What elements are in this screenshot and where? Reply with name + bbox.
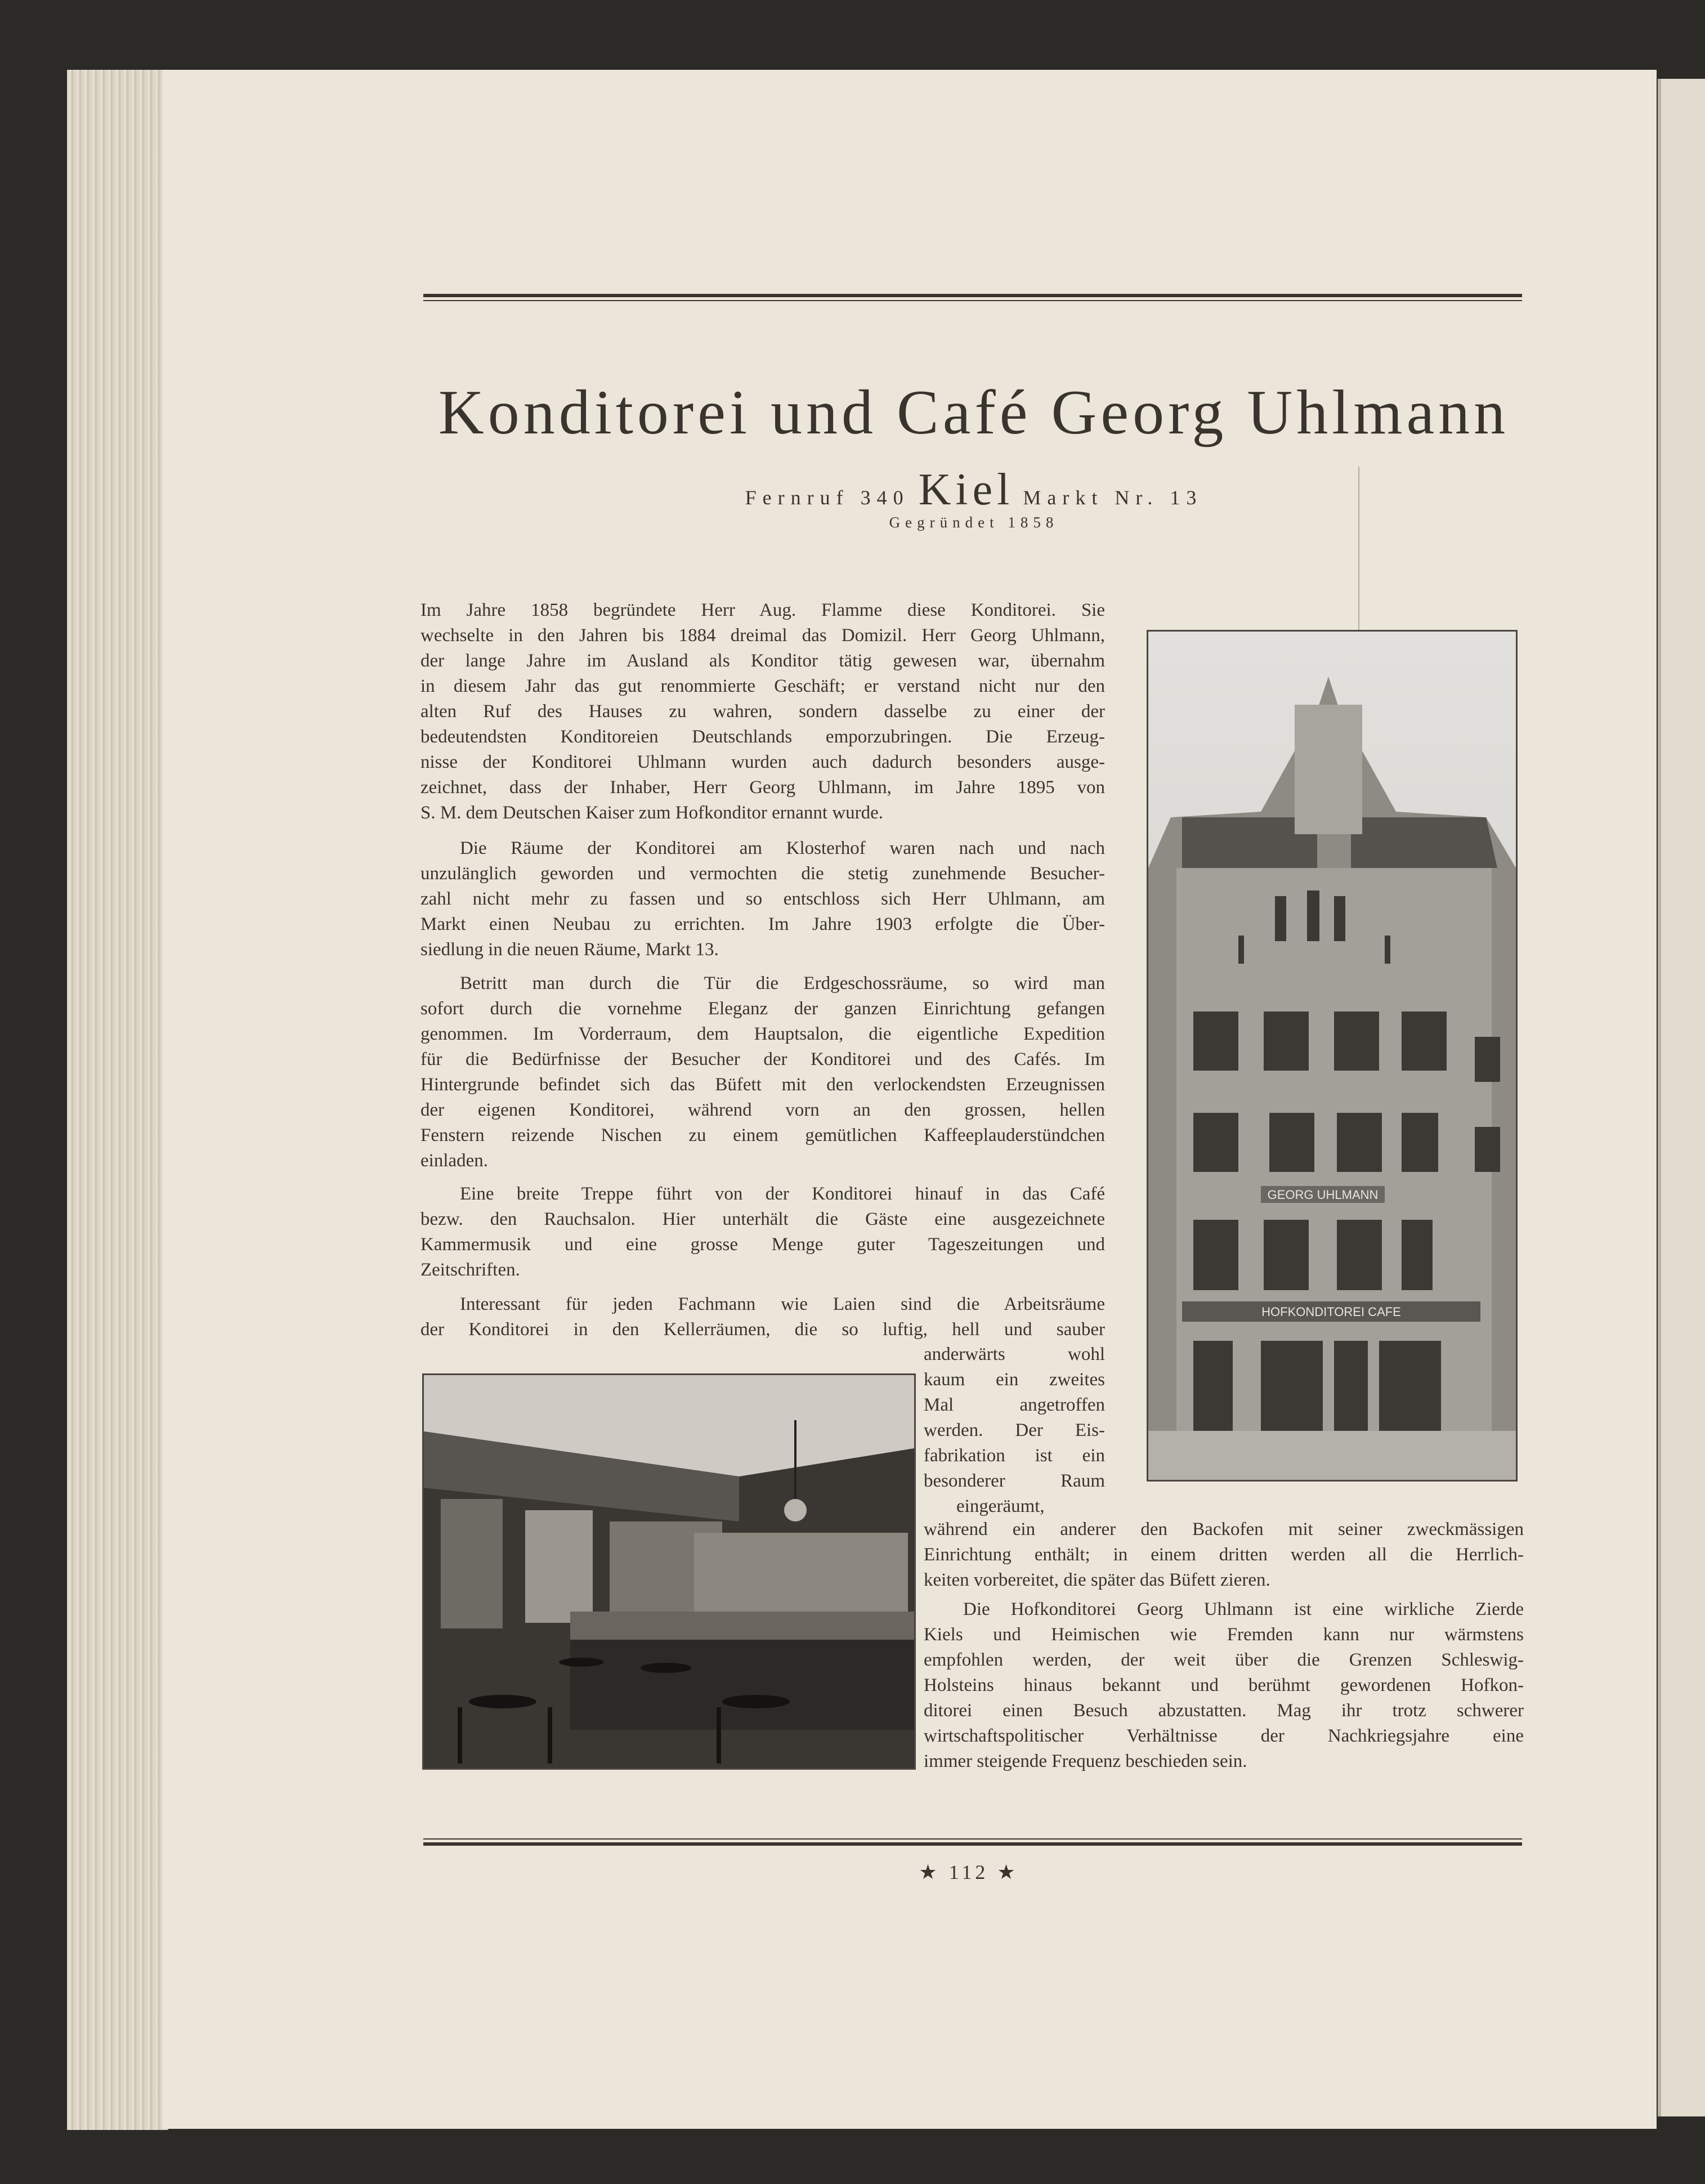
text-line: keiten vorbereitet, die später das Büfett zieren. — [924, 1570, 1270, 1590]
paragraph-closing — [924, 1597, 1524, 1774]
text-line: Im Jahre 1858 begründete Herr Aug. Flamme diese Konditorei. Sie — [420, 600, 1105, 620]
facing-page-edge — [1658, 79, 1705, 2116]
text-line: bedeutendsten Konditoreien Deutschlands emporzubringen. Die Erzeug- — [420, 727, 1105, 747]
paragraph-workrooms-narrow — [924, 1342, 1105, 1519]
founded-year: Gegründet 1858 — [889, 514, 1059, 531]
text-line: empfohlen werden, der weit über die Grenzen Schleswig- — [924, 1650, 1524, 1670]
text-line: zeichnet, dass der Inhaber, Herr Georg Uhlmann, im Jahre 1895 von — [420, 777, 1105, 798]
page-number: ★ 112 ★ — [919, 1861, 1019, 1883]
scan-artifact-line — [1358, 467, 1359, 630]
text-line: eingeräumt, — [956, 1496, 1045, 1516]
paragraph-ground-floor — [420, 971, 1105, 1174]
text-line: sofort durch die vornehme Eleganz der ganzen Einrichtung gefangen — [420, 999, 1105, 1019]
text-line: werden. Der Eis- — [924, 1420, 1105, 1440]
street-address: Markt Nr. 13 — [1023, 486, 1203, 509]
city-name: Kiel — [918, 465, 1014, 514]
page-stack-edges — [67, 70, 168, 2130]
text-line: Zeitschriften. — [420, 1260, 520, 1280]
text-line: wirtschaftspolitischer Verhältnisse der Nachkriegsjahre eine — [924, 1726, 1524, 1746]
building-facade-photo — [1147, 630, 1518, 1482]
text-line: Kammermusik und eine grosse Menge guter Tageszeitungen und — [420, 1234, 1105, 1255]
text-line: Eine breite Treppe führt von der Konditorei hinauf in das Café — [460, 1184, 1105, 1204]
paragraph-workrooms — [420, 1292, 1105, 1342]
text-line: genommen. Im Vorderraum, dem Hauptsalon, die eigentliche Expedition — [420, 1024, 1105, 1044]
text-line: fabrikation ist ein — [924, 1445, 1105, 1466]
text-line: Einrichtung enthält; in einem dritten werden all die Herrlich- — [924, 1545, 1524, 1565]
text-line: ditorei einen Besuch abzustatten. Mag ihr trotz schwerer — [924, 1700, 1524, 1721]
text-line: Fenstern reizende Nischen zu einem gemütlichen Kaffeeplauderstündchen — [420, 1125, 1105, 1145]
cafe-interior-photo — [422, 1373, 916, 1770]
text-line: Markt einen Neubau zu errichten. Im Jahre 1903 erfolgte die Über- — [420, 914, 1105, 934]
bottom-rule — [423, 1838, 1522, 1846]
text-line: alten Ruf des Hauses zu wahren, sondern dasselbe zu einer der — [420, 701, 1105, 722]
top-rule — [423, 294, 1522, 301]
paragraph-workrooms-cont — [924, 1517, 1524, 1593]
text-line: der eigenen Konditorei, während vorn an den grossen, hellen — [420, 1100, 1105, 1120]
page-title: Konditorei und Café Georg Uhlmann — [438, 378, 1510, 447]
text-line: wechselte in den Jahren bis 1884 dreimal das Domizil. Herr Georg Uhlmann, — [420, 625, 1105, 646]
text-line: S. M. dem Deutschen Kaiser zum Hofkonditor ernannt wurde. — [420, 803, 884, 823]
text-line: einladen. — [420, 1151, 489, 1171]
paragraph-relocation — [420, 836, 1105, 963]
text-line: Interessant für jeden Fachmann wie Laien sind die Arbeitsräume — [460, 1294, 1105, 1314]
text-line: in diesem Jahr das gut renommierte Geschäft; er verstand nicht nur den — [420, 676, 1105, 696]
text-line: Die Räume der Konditorei am Klosterhof waren nach und nach — [460, 838, 1105, 858]
text-line: kaum ein zweites — [924, 1370, 1105, 1390]
text-line: Die Hofkonditorei Georg Uhlmann ist eine wirkliche Zierde — [963, 1599, 1524, 1619]
text-line: besonderer Raum — [924, 1471, 1105, 1491]
text-line: siedlung in die neuen Räume, Markt 13. — [420, 939, 719, 960]
text-line: Kiels und Heimischen wie Fremden kann nur wärmstens — [924, 1624, 1524, 1645]
text-line: Betritt man durch die Tür die Erdgeschossräume, so wird man — [460, 973, 1105, 993]
text-line: zahl nicht mehr zu fassen und so entschloss sich Herr Uhlmann, am — [420, 889, 1105, 909]
paragraph-history — [420, 598, 1105, 826]
text-line: während ein anderer den Backofen mit seiner zweckmässigen — [924, 1519, 1524, 1539]
paragraph-cafe-upstairs — [420, 1181, 1105, 1283]
text-line: bezw. den Rauchsalon. Hier unterhält die Gäste eine ausgezeichnete — [420, 1209, 1105, 1229]
text-line: immer steigende Frequenz beschieden sein. — [924, 1751, 1247, 1771]
text-line: Mal angetroffen — [924, 1395, 1105, 1415]
text-line: unzulänglich geworden und vermochten die stetig zunehmende Besucher- — [420, 863, 1105, 884]
text-line: Hintergrunde befindet sich das Büfett mit den verlockendsten Erzeugnissen — [420, 1075, 1105, 1095]
text-line: für die Bedürfnisse der Besucher der Konditorei und des Cafés. Im — [420, 1049, 1105, 1069]
text-line: nisse der Konditorei Uhlmann wurden auch dadurch besonders ausge- — [420, 752, 1105, 772]
sign-lower: HOFKONDITOREI CAFE — [1261, 1305, 1401, 1319]
text-line: der lange Jahre im Ausland als Konditor tätig gewesen war, übernahm — [420, 651, 1105, 671]
text-line: der Konditorei in den Kellerräumen, die so luftig, hell und sauber — [420, 1319, 1105, 1340]
phone-number: Fernruf 340 — [745, 486, 910, 509]
text-line: Holsteins hinaus bekannt und berühmt gewordenen Hofkon- — [924, 1675, 1524, 1695]
sign-upper: GEORG UHLMANN — [1267, 1188, 1379, 1202]
text-line: anderwärts wohl — [924, 1344, 1105, 1364]
